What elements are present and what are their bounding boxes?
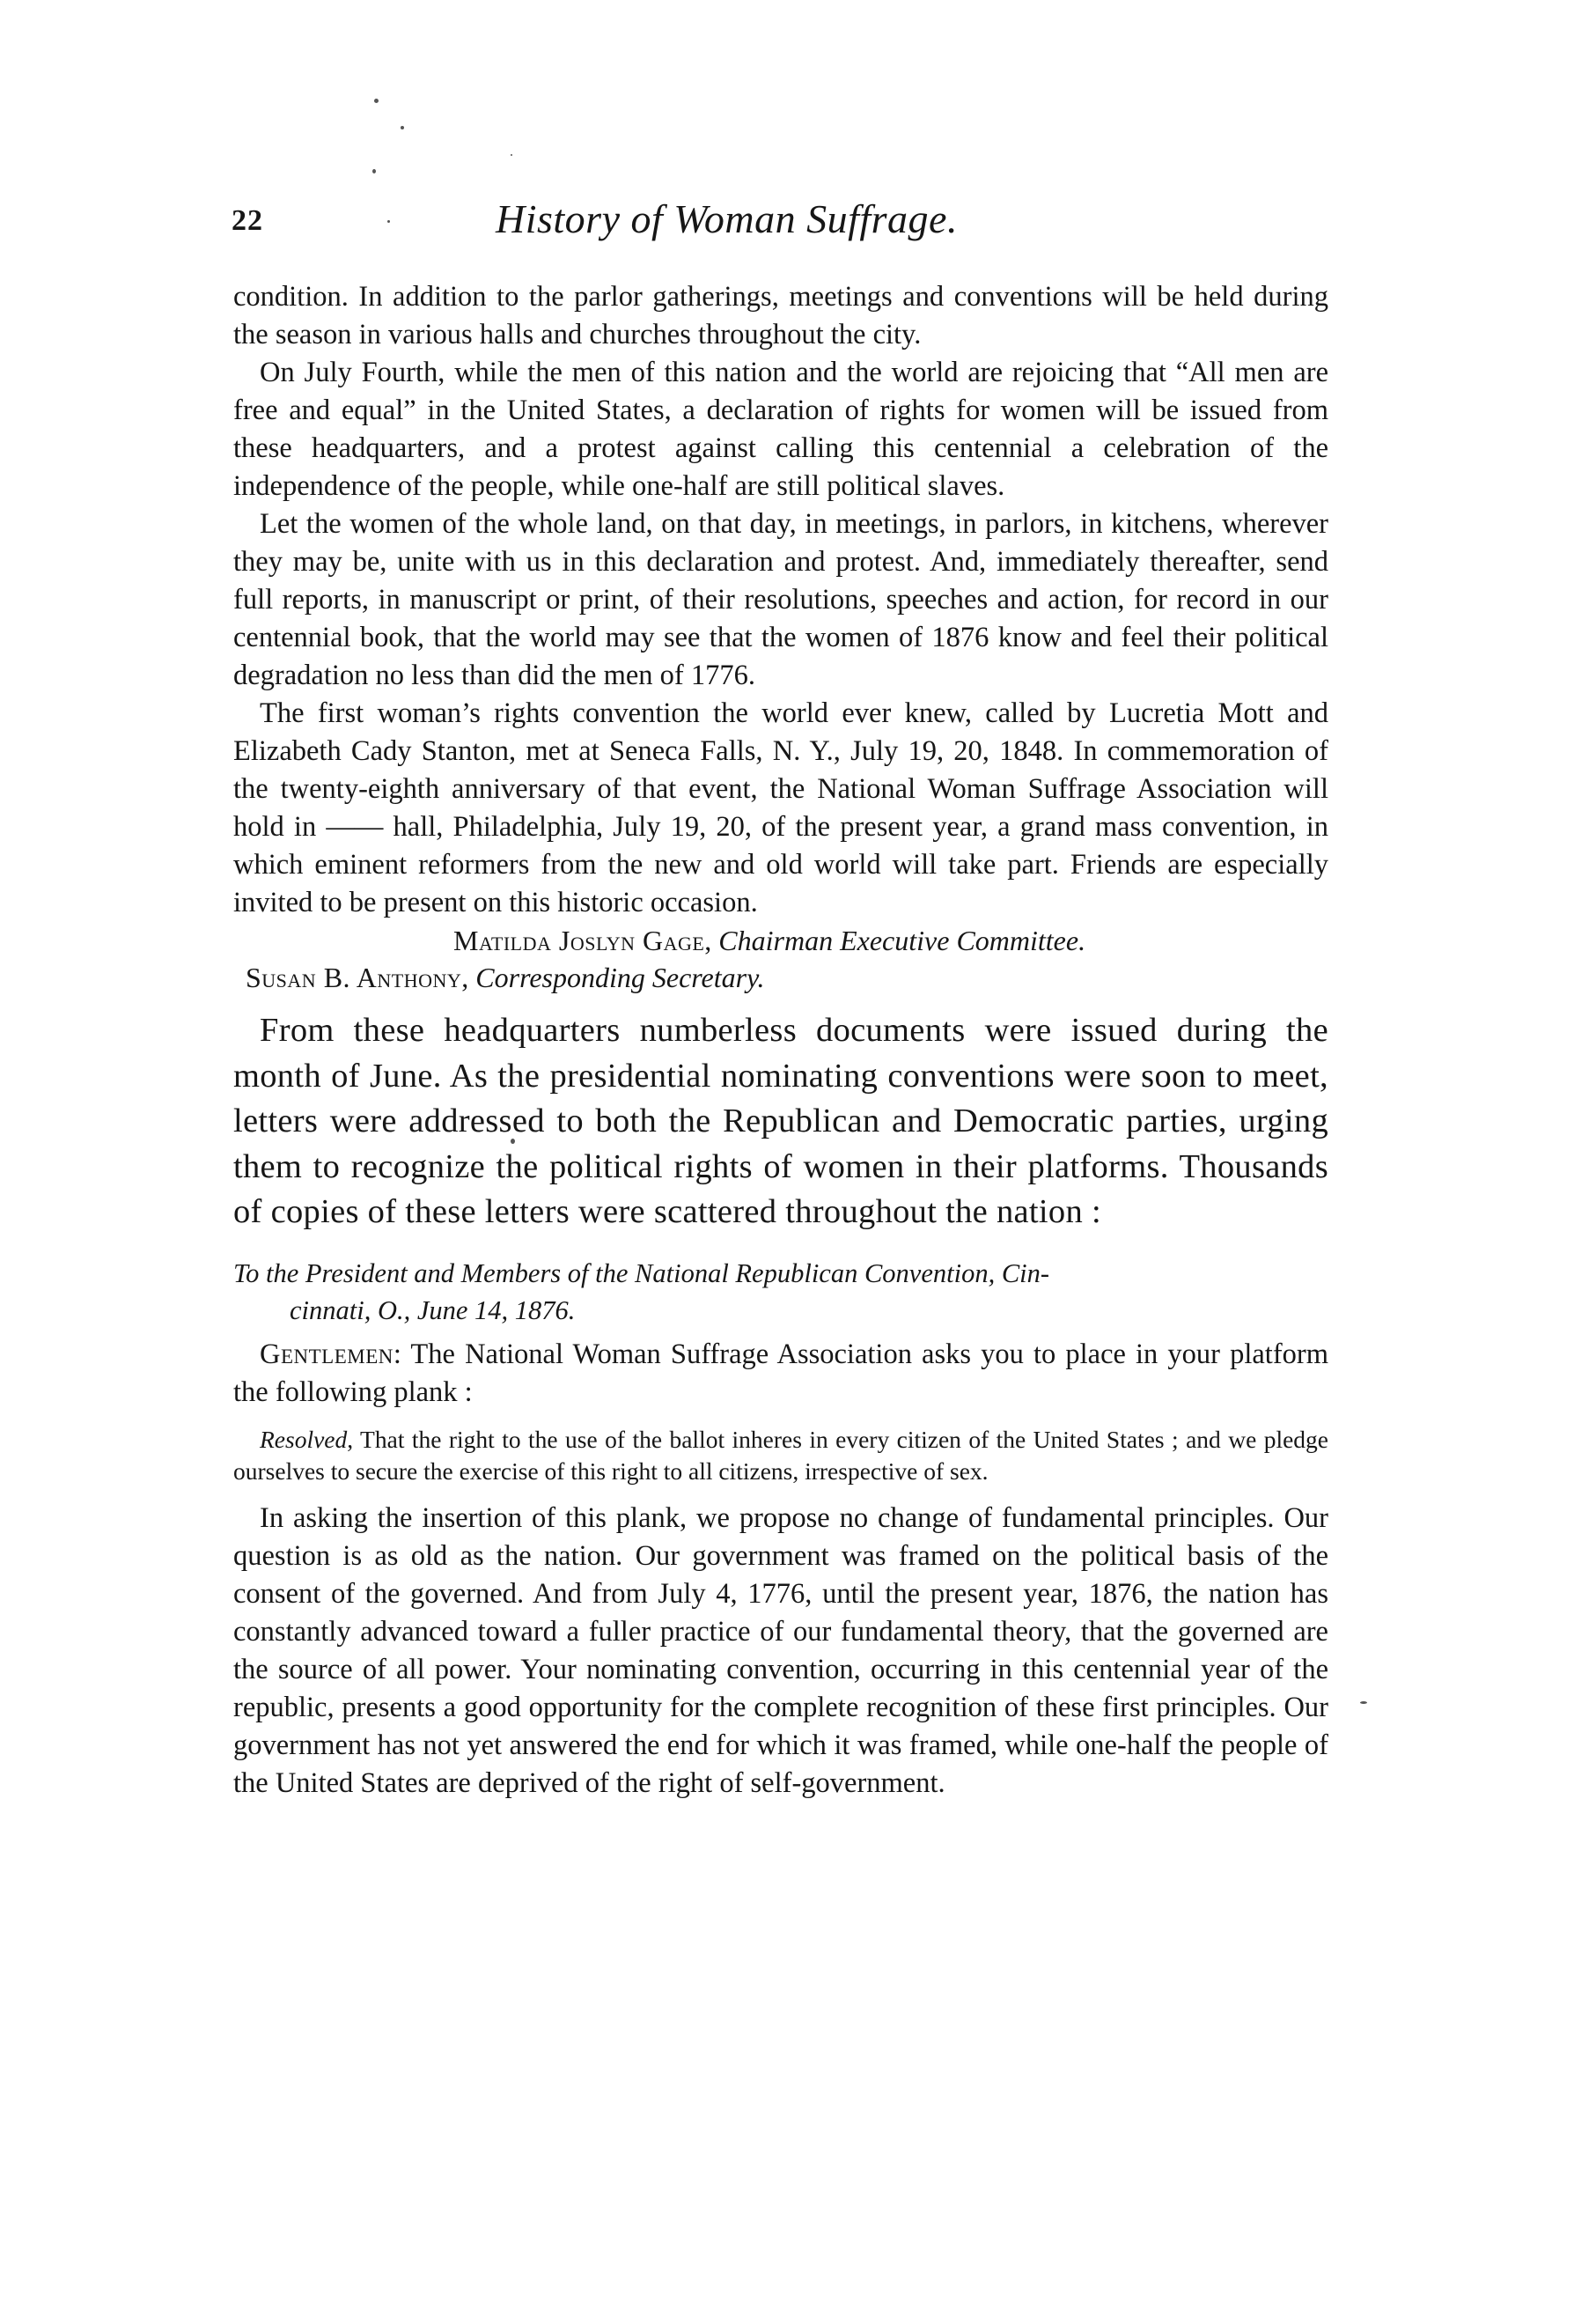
comma: , (704, 925, 719, 956)
comma: , (461, 962, 476, 993)
running-head (232, 195, 1328, 248)
signatory-title: Chairman Executive Committee. (718, 925, 1086, 956)
scan-speck (511, 154, 512, 156)
main-text (233, 278, 1328, 1803)
paragraph-let-the-women: Let the women of the whole land, on that day, in meetings, in parlors, in kitchens, wherever they may be, unite with us in this declaration and protest. And, immediately thereafter, send full reports, in manuscript or print, of their resolutions, speeches and action, for record in our centennial book, that the world may see that the women of 1876 know and feel their political degradation no less than did the men of 1776. (233, 508, 1328, 691)
running-title: History of Woman Suffrage. (496, 196, 958, 241)
letter-salutation (233, 1336, 1328, 1412)
spacer (233, 1329, 1328, 1336)
spacer (233, 996, 1328, 1008)
address-line-1: To the President and Members of the National Republican Convention, Cin- (233, 1257, 1050, 1288)
salutation-word: Gentlemen (260, 1338, 393, 1370)
letter-address (233, 1255, 1328, 1329)
spacer (233, 1487, 1328, 1500)
scan-speck (374, 99, 379, 103)
resolution (233, 1424, 1328, 1487)
scan-speck (1360, 1701, 1367, 1704)
resolution-text: , That the right to the use of the ballot inheres in every citizen of the United States ; and we pledge ourselves to secure the exercise of this right to all citizens, irrespective of sex. (233, 1425, 1328, 1485)
paragraph-headquarters-documents: From these headquarters numberless documents were issued during the month of June. As the presidential nominating conventions were soon to meet, letters were addressed to both the Republican and Democratic parties, urging them to recognize the political rights of women in their platforms. Thousands of copies of these letters were scattered throughout the nation : (233, 1012, 1328, 1230)
signature-gage (233, 922, 1328, 959)
paragraph-condition: condition. In addition to the parlor gatherings, meetings and conventions will be held during the season in various halls and churches throughout the city. (233, 281, 1328, 350)
spacer (233, 1235, 1328, 1255)
page-number: 22 (232, 204, 263, 237)
salutation-text: : The National Woman Suffrage Association asks you to place in your platform the following plank : (233, 1338, 1328, 1408)
signatory-name: Susan B. Anthony (246, 962, 462, 993)
resolution-lead: Resolved (260, 1425, 348, 1453)
signatory-title: Corresponding Secretary. (475, 962, 765, 993)
signatory-name: Matilda Joslyn Gage (453, 925, 705, 956)
paragraph-first-convention: The first woman’s rights convention the world ever knew, called by Lucretia Mott and Elizabeth Cady Stanton, met at Seneca Falls, N. Y., July 19, 20, 1848. In commemoration of the twenty-eighth anniversary of that event, the National Woman Suffrage Association will hold in —— hall, Philadelphia, July 19, 20, of the present year, a grand mass convention, in which eminent reformers from the new and old world will take part. Friends are especially invited to be present on this historic occasion. (233, 697, 1328, 918)
scan-speck (372, 169, 376, 173)
scan-speck (401, 126, 404, 129)
spacer (233, 1412, 1328, 1424)
paragraph-july-fourth: On July Fourth, while the men of this nation and the world are rejoicing that “All men are free and equal” in the United States, a declaration of rights for women will be issued from these headquarters, and a protest against calling this centennial a celebration of the independence of the people, while one-half are still political slaves. (233, 357, 1328, 502)
address-line-2: cinnati, O., June 14, 1876. (290, 1294, 576, 1325)
signature-anthony (233, 959, 1328, 996)
paragraph-asking-insertion: In asking the insertion of this plank, we propose no change of fundamental principles. Our question is as old as the nation. Our government was framed on the political basis of the consent of the governed. And from July 4, 1776, until the present year, 1876, the nation has constantly advanced toward a fuller practice of our fundamental theory, that the governed are the source of all power. Your nominating convention, occurring in this centennial year of the republic, presents a good opportunity for the complete recognition of these first principles. Our government has not yet answered the end for which it was framed, while one-half the people of the United States are deprived of the right of self-government. (233, 1501, 1328, 1799)
